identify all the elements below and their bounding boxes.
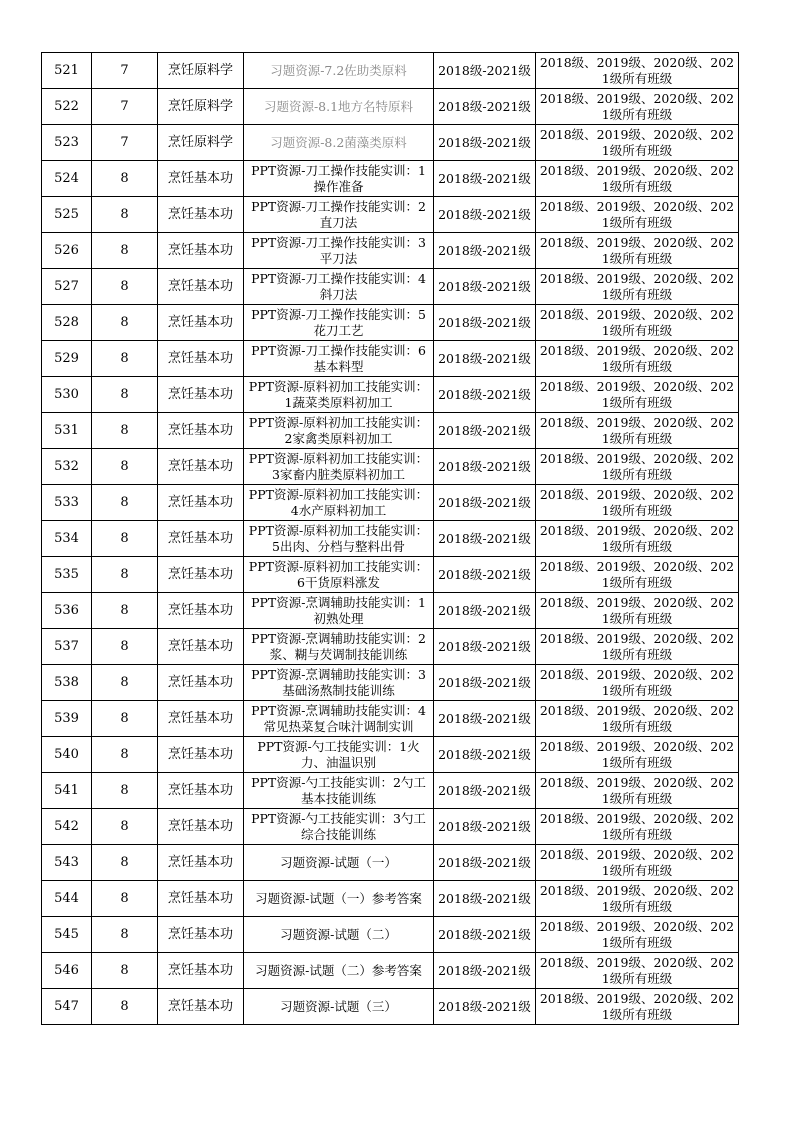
grade-range-cell: 2018级-2021级 [434,917,536,953]
grade-range-cell: 2018级-2021级 [434,557,536,593]
resource-name-cell: PPT资源-原料初加工技能实训：3家畜内脏类原料初加工 [244,449,434,485]
course-number-cell: 8 [92,341,158,377]
table-row [42,809,739,845]
course-number-cell: 8 [92,881,158,917]
course-name-cell: 烹饪原料学 [158,53,244,89]
grade-range-cell: 2018级-2021级 [434,881,536,917]
target-classes-cell: 2018级、2019级、2020级、2021级所有班级 [536,953,739,989]
resource-name-cell: PPT资源-刀工操作技能实训：6基本料型 [244,341,434,377]
grade-range-cell: 2018级-2021级 [434,161,536,197]
course-name-cell: 烹饪基本功 [158,701,244,737]
course-name-cell: 烹饪基本功 [158,629,244,665]
grade-range-cell: 2018级-2021级 [434,269,536,305]
table-row [42,989,739,1025]
resource-table [41,52,739,1025]
row-index-cell: 534 [42,521,92,557]
row-index-cell: 524 [42,161,92,197]
grade-range-cell: 2018级-2021级 [434,845,536,881]
target-classes-cell: 2018级、2019级、2020级、2021级所有班级 [536,773,739,809]
resource-name-cell: PPT资源-烹调辅助技能实训：2浆、糊与芡调制技能训练 [244,629,434,665]
target-classes-cell: 2018级、2019级、2020级、2021级所有班级 [536,989,739,1025]
table-row [42,485,739,521]
table-row [42,629,739,665]
course-number-cell: 8 [92,305,158,341]
target-classes-cell: 2018级、2019级、2020级、2021级所有班级 [536,161,739,197]
course-name-cell: 烹饪基本功 [158,773,244,809]
resource-name-cell: PPT资源-刀工操作技能实训：2直刀法 [244,197,434,233]
course-number-cell: 8 [92,773,158,809]
target-classes-cell: 2018级、2019级、2020级、2021级所有班级 [536,521,739,557]
target-classes-cell: 2018级、2019级、2020级、2021级所有班级 [536,845,739,881]
target-classes-cell: 2018级、2019级、2020级、2021级所有班级 [536,125,739,161]
grade-range-cell: 2018级-2021级 [434,593,536,629]
course-number-cell: 7 [92,53,158,89]
row-index-cell: 535 [42,557,92,593]
course-number-cell: 8 [92,485,158,521]
course-name-cell: 烹饪基本功 [158,665,244,701]
course-number-cell: 8 [92,953,158,989]
resource-name-cell: PPT资源-勺工技能实训：2勺工基本技能训练 [244,773,434,809]
row-index-cell: 531 [42,413,92,449]
resource-name-cell: 习题资源-8.2菌藻类原料 [244,125,434,161]
course-number-cell: 8 [92,809,158,845]
course-number-cell: 7 [92,89,158,125]
grade-range-cell: 2018级-2021级 [434,773,536,809]
course-number-cell: 8 [92,917,158,953]
course-name-cell: 烹饪基本功 [158,737,244,773]
row-index-cell: 529 [42,341,92,377]
target-classes-cell: 2018级、2019级、2020级、2021级所有班级 [536,485,739,521]
grade-range-cell: 2018级-2021级 [434,89,536,125]
resource-name-cell: PPT资源-刀工操作技能实训：4斜刀法 [244,269,434,305]
course-name-cell: 烹饪基本功 [158,593,244,629]
target-classes-cell: 2018级、2019级、2020级、2021级所有班级 [536,881,739,917]
target-classes-cell: 2018级、2019级、2020级、2021级所有班级 [536,809,739,845]
course-name-cell: 烹饪基本功 [158,269,244,305]
course-number-cell: 8 [92,701,158,737]
course-number-cell: 8 [92,161,158,197]
row-index-cell: 540 [42,737,92,773]
table-row [42,881,739,917]
target-classes-cell: 2018级、2019级、2020级、2021级所有班级 [536,449,739,485]
target-classes-cell: 2018级、2019级、2020级、2021级所有班级 [536,89,739,125]
course-name-cell: 烹饪基本功 [158,809,244,845]
table-row [42,701,739,737]
resource-name-cell: PPT资源-烹调辅助技能实训：3基础汤熬制技能训练 [244,665,434,701]
grade-range-cell: 2018级-2021级 [434,953,536,989]
row-index-cell: 546 [42,953,92,989]
table-row [42,161,739,197]
table-row [42,773,739,809]
course-name-cell: 烹饪基本功 [158,197,244,233]
grade-range-cell: 2018级-2021级 [434,485,536,521]
target-classes-cell: 2018级、2019级、2020级、2021级所有班级 [536,701,739,737]
grade-range-cell: 2018级-2021级 [434,989,536,1025]
grade-range-cell: 2018级-2021级 [434,737,536,773]
resource-name-cell: 习题资源-试题（二） [244,917,434,953]
course-number-cell: 8 [92,521,158,557]
table-row [42,917,739,953]
course-number-cell: 8 [92,629,158,665]
target-classes-cell: 2018级、2019级、2020级、2021级所有班级 [536,341,739,377]
table-body [42,53,739,1025]
course-name-cell: 烹饪基本功 [158,413,244,449]
table-row [42,89,739,125]
course-name-cell: 烹饪原料学 [158,89,244,125]
resource-name-cell: PPT资源-原料初加工技能实训：1蔬菜类原料初加工 [244,377,434,413]
course-number-cell: 8 [92,377,158,413]
row-index-cell: 527 [42,269,92,305]
row-index-cell: 523 [42,125,92,161]
table-row [42,557,739,593]
table-row [42,665,739,701]
course-name-cell: 烹饪基本功 [158,341,244,377]
target-classes-cell: 2018级、2019级、2020级、2021级所有班级 [536,629,739,665]
course-name-cell: 烹饪基本功 [158,881,244,917]
grade-range-cell: 2018级-2021级 [434,521,536,557]
grade-range-cell: 2018级-2021级 [434,701,536,737]
course-number-cell: 8 [92,593,158,629]
grade-range-cell: 2018级-2021级 [434,233,536,269]
row-index-cell: 542 [42,809,92,845]
resource-name-cell: PPT资源-刀工操作技能实训：1操作准备 [244,161,434,197]
grade-range-cell: 2018级-2021级 [434,665,536,701]
target-classes-cell: 2018级、2019级、2020级、2021级所有班级 [536,665,739,701]
table-row [42,521,739,557]
resource-name-cell: PPT资源-原料初加工技能实训：2家禽类原料初加工 [244,413,434,449]
target-classes-cell: 2018级、2019级、2020级、2021级所有班级 [536,917,739,953]
table-row [42,305,739,341]
target-classes-cell: 2018级、2019级、2020级、2021级所有班级 [536,557,739,593]
grade-range-cell: 2018级-2021级 [434,53,536,89]
table-row [42,845,739,881]
target-classes-cell: 2018级、2019级、2020级、2021级所有班级 [536,233,739,269]
table-row [42,125,739,161]
row-index-cell: 525 [42,197,92,233]
course-number-cell: 8 [92,845,158,881]
row-index-cell: 545 [42,917,92,953]
table-row [42,737,739,773]
row-index-cell: 538 [42,665,92,701]
course-name-cell: 烹饪基本功 [158,557,244,593]
row-index-cell: 528 [42,305,92,341]
grade-range-cell: 2018级-2021级 [434,629,536,665]
course-name-cell: 烹饪基本功 [158,449,244,485]
table-row [42,197,739,233]
target-classes-cell: 2018级、2019级、2020级、2021级所有班级 [536,413,739,449]
row-index-cell: 530 [42,377,92,413]
course-number-cell: 8 [92,737,158,773]
course-name-cell: 烹饪基本功 [158,377,244,413]
course-number-cell: 8 [92,233,158,269]
table-row [42,53,739,89]
table-row [42,449,739,485]
row-index-cell: 536 [42,593,92,629]
row-index-cell: 526 [42,233,92,269]
target-classes-cell: 2018级、2019级、2020级、2021级所有班级 [536,593,739,629]
resource-name-cell: 习题资源-试题（一）参考答案 [244,881,434,917]
course-name-cell: 烹饪基本功 [158,161,244,197]
course-number-cell: 8 [92,989,158,1025]
grade-range-cell: 2018级-2021级 [434,413,536,449]
course-name-cell: 烹饪原料学 [158,125,244,161]
row-index-cell: 541 [42,773,92,809]
course-name-cell: 烹饪基本功 [158,233,244,269]
grade-range-cell: 2018级-2021级 [434,377,536,413]
table-row [42,233,739,269]
course-number-cell: 8 [92,665,158,701]
table-row [42,269,739,305]
grade-range-cell: 2018级-2021级 [434,449,536,485]
resource-name-cell: PPT资源-原料初加工技能实训：4水产原料初加工 [244,485,434,521]
course-name-cell: 烹饪基本功 [158,521,244,557]
row-index-cell: 543 [42,845,92,881]
target-classes-cell: 2018级、2019级、2020级、2021级所有班级 [536,53,739,89]
resource-name-cell: 习题资源-7.2佐助类原料 [244,53,434,89]
target-classes-cell: 2018级、2019级、2020级、2021级所有班级 [536,305,739,341]
row-index-cell: 547 [42,989,92,1025]
resource-name-cell: 习题资源-试题（二）参考答案 [244,953,434,989]
row-index-cell: 533 [42,485,92,521]
grade-range-cell: 2018级-2021级 [434,809,536,845]
row-index-cell: 537 [42,629,92,665]
course-name-cell: 烹饪基本功 [158,953,244,989]
course-name-cell: 烹饪基本功 [158,305,244,341]
grade-range-cell: 2018级-2021级 [434,305,536,341]
course-name-cell: 烹饪基本功 [158,845,244,881]
grade-range-cell: 2018级-2021级 [434,197,536,233]
course-number-cell: 8 [92,269,158,305]
resource-name-cell: PPT资源-勺工技能实训：3勺工综合技能训练 [244,809,434,845]
resource-name-cell: 习题资源-8.1地方名特原料 [244,89,434,125]
table-row [42,377,739,413]
grade-range-cell: 2018级-2021级 [434,341,536,377]
course-number-cell: 7 [92,125,158,161]
course-number-cell: 8 [92,197,158,233]
target-classes-cell: 2018级、2019级、2020级、2021级所有班级 [536,269,739,305]
target-classes-cell: 2018级、2019级、2020级、2021级所有班级 [536,377,739,413]
resource-name-cell: PPT资源-勺工技能实训：1火力、油温识别 [244,737,434,773]
resource-name-cell: PPT资源-原料初加工技能实训：5出肉、分档与整料出骨 [244,521,434,557]
resource-name-cell: PPT资源-刀工操作技能实训：3平刀法 [244,233,434,269]
course-name-cell: 烹饪基本功 [158,485,244,521]
target-classes-cell: 2018级、2019级、2020级、2021级所有班级 [536,737,739,773]
course-name-cell: 烹饪基本功 [158,917,244,953]
resource-name-cell: 习题资源-试题（三） [244,989,434,1025]
table-row [42,413,739,449]
row-index-cell: 532 [42,449,92,485]
row-index-cell: 544 [42,881,92,917]
row-index-cell: 539 [42,701,92,737]
resource-name-cell: PPT资源-烹调辅助技能实训：4常见热菜复合味汁调制实训 [244,701,434,737]
resource-name-cell: 习题资源-试题（一） [244,845,434,881]
grade-range-cell: 2018级-2021级 [434,125,536,161]
row-index-cell: 521 [42,53,92,89]
course-number-cell: 8 [92,413,158,449]
row-index-cell: 522 [42,89,92,125]
table-row [42,593,739,629]
table-row [42,341,739,377]
table-row [42,953,739,989]
course-number-cell: 8 [92,557,158,593]
target-classes-cell: 2018级、2019级、2020级、2021级所有班级 [536,197,739,233]
resource-name-cell: PPT资源-刀工操作技能实训：5花刀工艺 [244,305,434,341]
course-number-cell: 8 [92,449,158,485]
resource-name-cell: PPT资源-原料初加工技能实训：6干货原料涨发 [244,557,434,593]
resource-name-cell: PPT资源-烹调辅助技能实训：1初熟处理 [244,593,434,629]
course-name-cell: 烹饪基本功 [158,989,244,1025]
